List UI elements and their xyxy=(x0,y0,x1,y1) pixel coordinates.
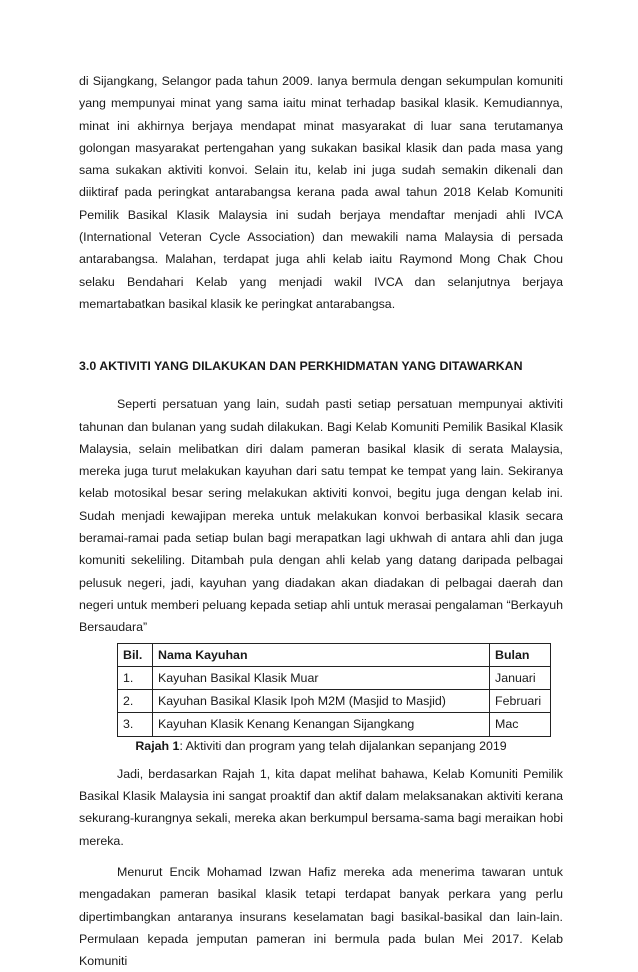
cell-nama: Kayuhan Basikal Klasik Muar xyxy=(153,666,490,689)
paragraph-intro: di Sijangkang, Selangor pada tahun 2009. Ianya bermula dengan sekumpulan komuniti yang mempunyai minat yang sama iaitu minat terhadap basikal klasik. Kemudiannya, minat ini akhirnya berjaya mendapat minat masyarakat di luar sana terutamanya golongan masyarakat pertengahan yang sukakan basikal klasik dan pada masa yang sama sukakan aktiviti konvoi. Selain itu, kelab ini juga sudah semakin dikenali dan diiktiraf pada peringkat antarabangsa kerana pada awal tahun 2018 Kelab Komuniti Pemilik Basikal Klasik Malaysia ini sudah berjaya mendaftar menjadi ahli IVCA (International Veteran Cycle Association) dan mewakili nama Malaysia di persada antarabangsa. Malahan, terdapat juga ahli kelab iaitu Raymond Mong Chak Chou selaku Bendahari Kelab yang menjadi wakil IVCA dan selanjutnya berjaya memartabatkan basikal klasik ke peringkat antarabangsa. xyxy=(79,74,563,311)
paragraph-summary: Jadi, berdasarkan Rajah 1, kita dapat melihat bahawa, Kelab Komuniti Pemilik Basikal Klasik Malaysia ini sangat proaktif dan aktif dalam melaksanakan aktiviti kerana sekurang-kurangnya sekali, mereka akan berkumpul bersama-sama bagi meraikan hobi mereka. xyxy=(79,766,563,848)
paragraph-exhibition: Menurut Encik Mohamad Izwan Hafiz mereka ada menerima tawaran untuk mengadakan pameran basikal klasik tetapi terdapat banyak perkara yang perlu dipertimbangkan antaranya insurans keselamatan bagi basikal-basikal dan lain-lain. Permulaan kepada jemputan pameran ini bermula pada bulan Mei 2017. Kelab Komuniti xyxy=(79,864,563,969)
paragraph-activities: Seperti persatuan yang lain, sudah pasti setiap persatuan mempunyai aktiviti tahunan dan bulanan yang sudah dilakukan. Bagi Kelab Komuniti Pemilik Basikal Klasik Malaysia, selain melibatkan diri dalam pameran basikal klasik di serata Malaysia, mereka juga turut melakukan kayuhan dari satu tempat ke tempat yang lain. Sekiranya kelab motosikal besar sering melakukan aktiviti konvoi, begitu juga dengan kelab ini. Sudah menjadi kewajipan mereka untuk melakukan konvoi berbasikal klasik secara beramai-ramai pada setiap bulan bagi merapatkan lagi ukhwah di antara ahli dan juga komuniti sekeliling. Ditambah pula dengan ahli kelab yang datang daripada pelbagai pelusuk negeri, jadi, kayuhan yang diadakan akan diadakan di pelbagai daerah dan negeri untuk memberi peluang kepada setiap ahli untuk merasai pengalaman “Berkayuh Bersaudara” xyxy=(79,397,563,635)
header-bil: Bil. xyxy=(118,643,153,666)
caption-text: : Aktiviti dan program yang telah dijalankan sepanjang 2019 xyxy=(179,738,507,753)
document-page xyxy=(79,70,563,972)
cell-nama: Kayuhan Klasik Kenang Kenangan Sijangkang xyxy=(153,713,490,736)
cell-bil: 3. xyxy=(118,713,153,736)
table-header-row xyxy=(118,643,551,666)
caption-label: Rajah 1 xyxy=(135,738,180,753)
paragraph-gap xyxy=(79,852,563,861)
header-bulan: Bulan xyxy=(490,643,551,666)
cell-bulan: Mac xyxy=(490,713,551,736)
table-row xyxy=(118,690,551,713)
header-nama-kayuhan: Nama Kayuhan xyxy=(153,643,490,666)
cell-nama: Kayuhan Basikal Klasik Ipoh M2M (Masjid to Masjid) xyxy=(153,690,490,713)
table-caption xyxy=(79,737,563,755)
table-row xyxy=(118,666,551,689)
activities-table xyxy=(117,643,551,737)
cell-bulan: Februari xyxy=(490,690,551,713)
cell-bil: 2. xyxy=(118,690,153,713)
cell-bil: 1. xyxy=(118,666,153,689)
table-row xyxy=(118,713,551,736)
cell-bulan: Januari xyxy=(490,666,551,689)
section-heading: 3.0 AKTIVITI YANG DILAKUKAN DAN PERKHIDMATAN YANG DITAWARKAN xyxy=(79,359,523,374)
